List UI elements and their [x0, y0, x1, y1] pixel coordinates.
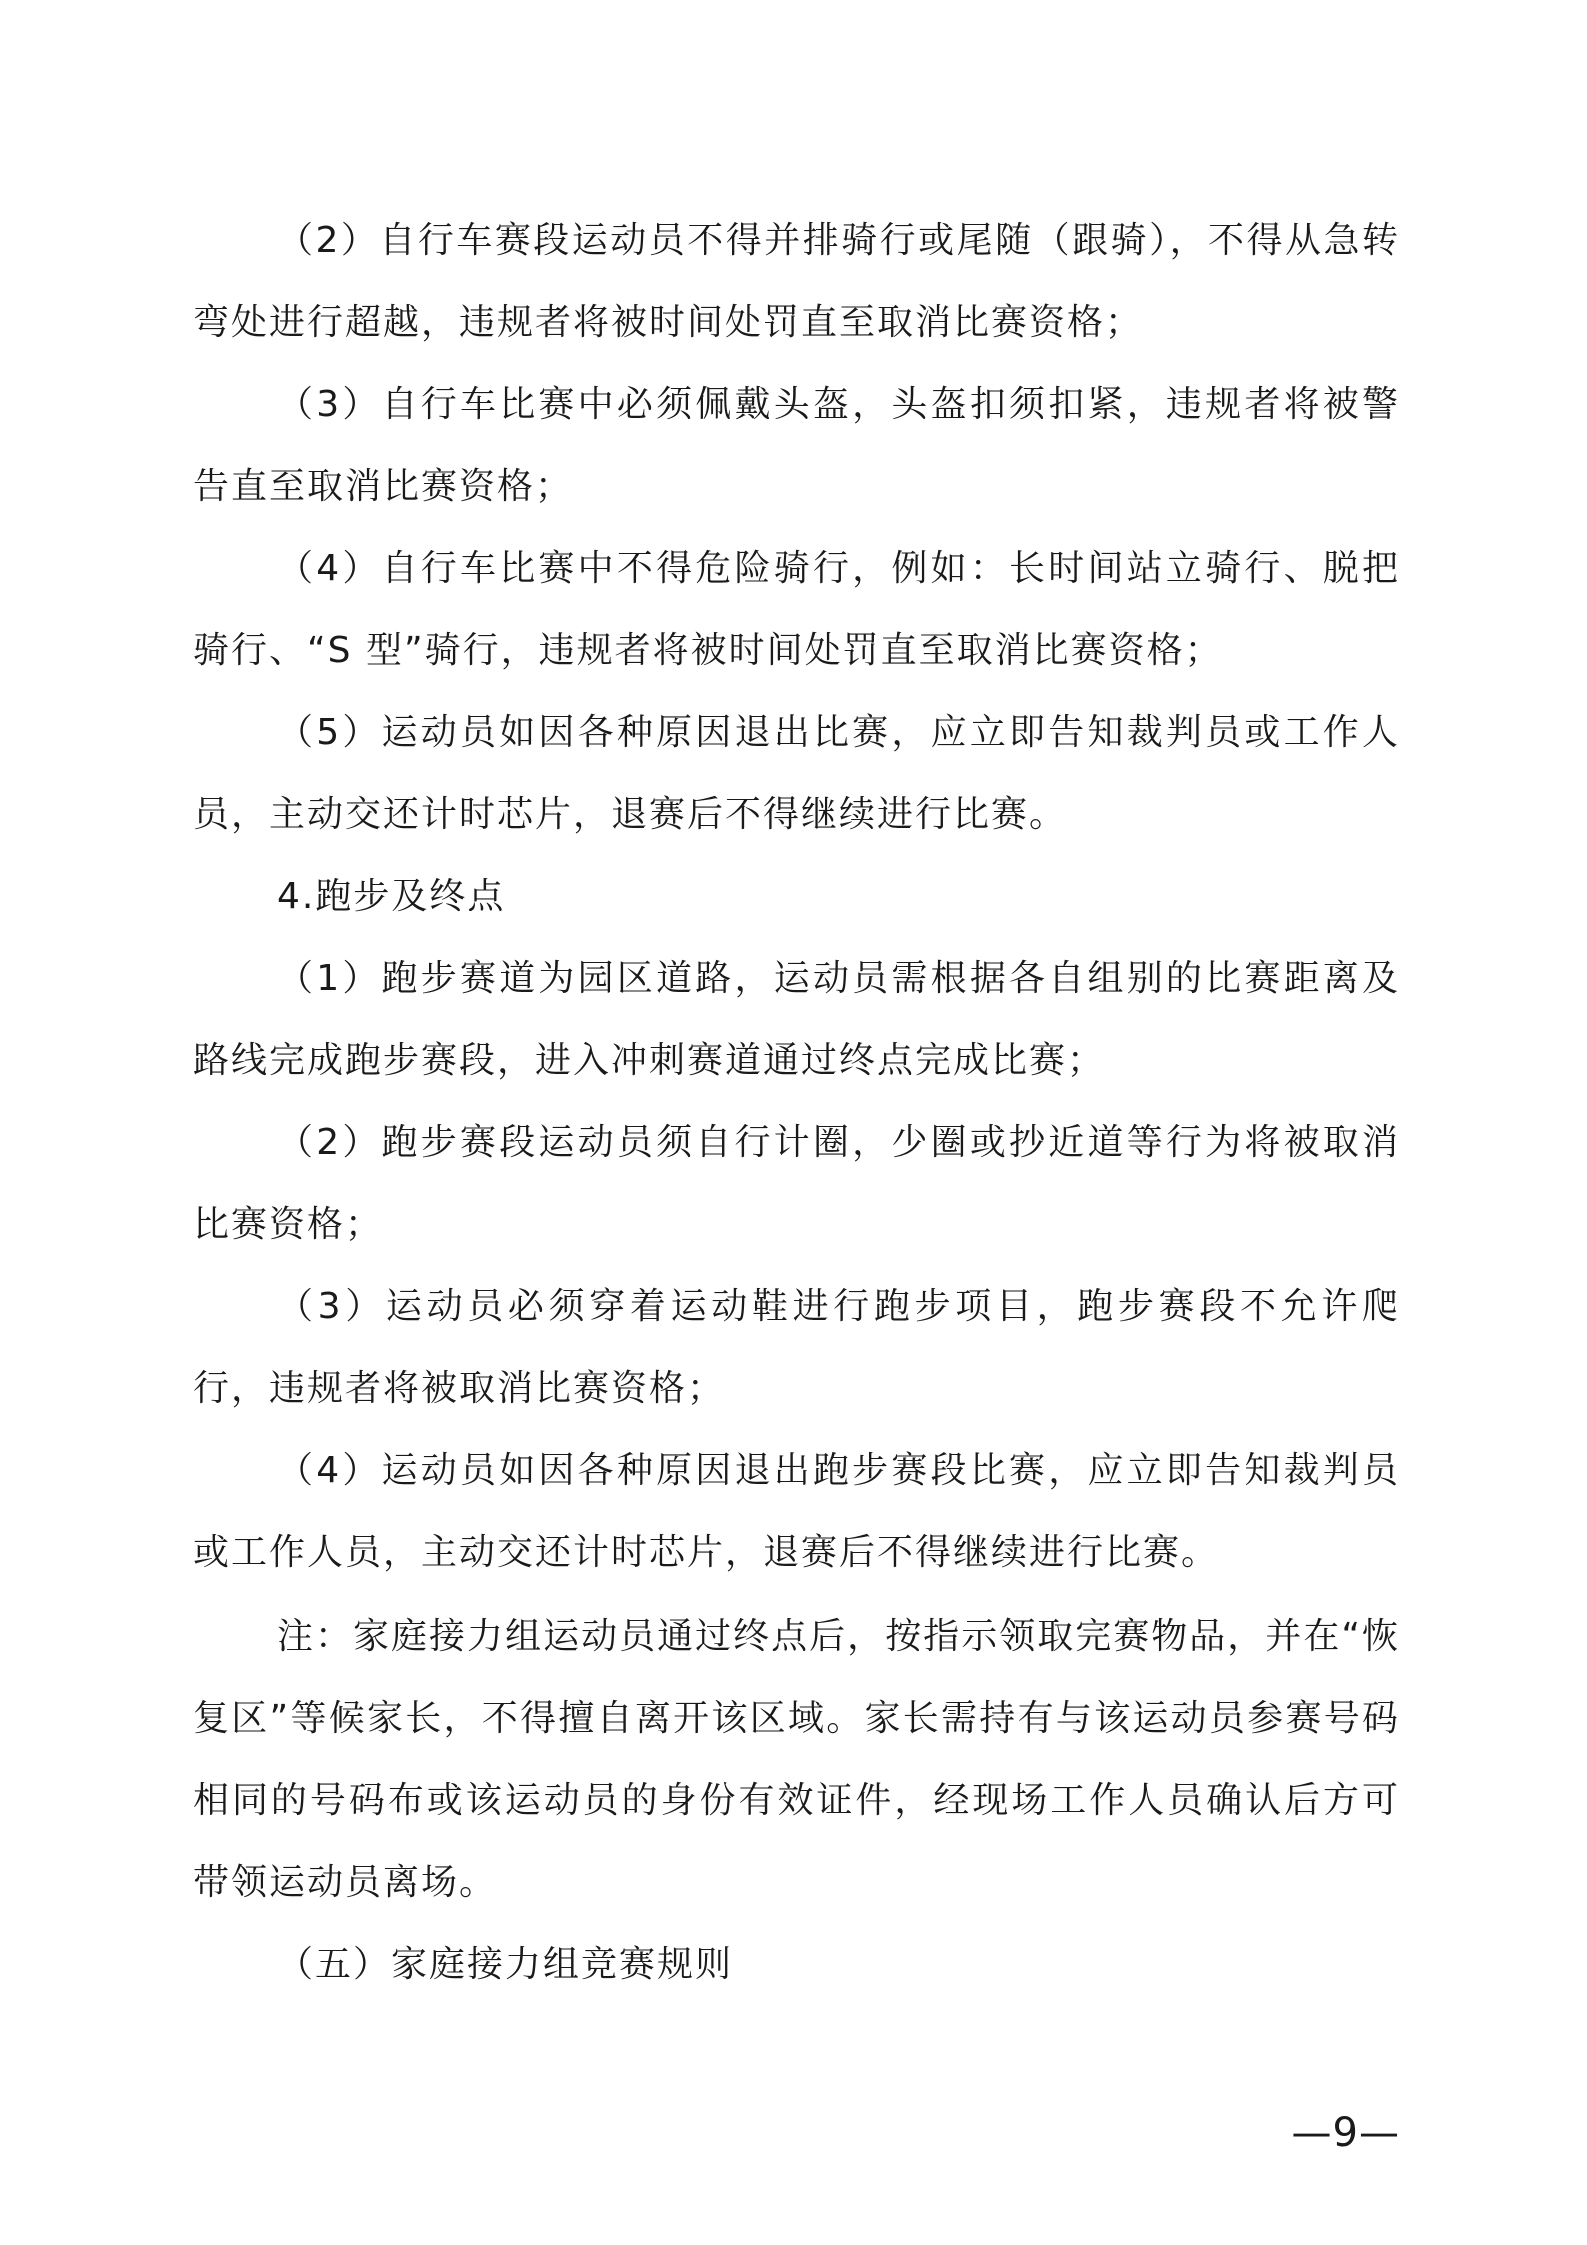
paragraph-cycling-rule-3: （3）自行车比赛中必须佩戴头盔，头盔扣须扣紧，违规者将被警告直至取消比赛资格； [193, 384, 1400, 507]
paragraph-running-rule-1: （1）跑步赛道为园区道路，运动员需根据各自组别的比赛距离及路线完成跑步赛段，进入冲刺赛道通过终点完成比赛； [193, 958, 1400, 1081]
paragraph-cycling-rule-2: （2）自行车赛段运动员不得并排骑行或尾随（跟骑），不得从急转弯处进行超越，违规者将被时间处罚直至取消比赛资格； [193, 220, 1400, 343]
paragraph-running-rule-2: （2）跑步赛段运动员须自行计圈，少圈或抄近道等行为将被取消比赛资格； [193, 1122, 1400, 1245]
section-heading-family-relay: （五）家庭接力组竞赛规则 [277, 1944, 734, 1985]
paragraph-running-rule-3: （3）运动员必须穿着运动鞋进行跑步项目，跑步赛段不允许爬行，违规者将被取消比赛资格； [193, 1286, 1400, 1409]
paragraph-note: 注：家庭接力组运动员通过终点后，按指示领取完赛物品，并在“恢复区”等候家长，不得擅自离开该区域。家长需持有与该运动员参赛号码相同的号码布或该运动员的身份有效证件，经现场工作人员确认后方可带领运动员离场。 [193, 1616, 1400, 1903]
paragraph-cycling-rule-4: （4）自行车比赛中不得危险骑行，例如：长时间站立骑行、脱把骑行、“S 型”骑行，违规者将被时间处罚直至取消比赛资格； [193, 548, 1400, 671]
paragraph-running-rule-4: （4）运动员如因各种原因退出跑步赛段比赛，应立即告知裁判员或工作人员，主动交还计时芯片，退赛后不得继续进行比赛。 [193, 1450, 1400, 1573]
page-number: —9— [1291, 2110, 1400, 2156]
section-heading-running: 4.跑步及终点 [277, 876, 506, 917]
document-body [193, 200, 1400, 2006]
paragraph-cycling-rule-5: （5）运动员如因各种原因退出比赛，应立即告知裁判员或工作人员，主动交还计时芯片，退赛后不得继续进行比赛。 [193, 712, 1400, 835]
